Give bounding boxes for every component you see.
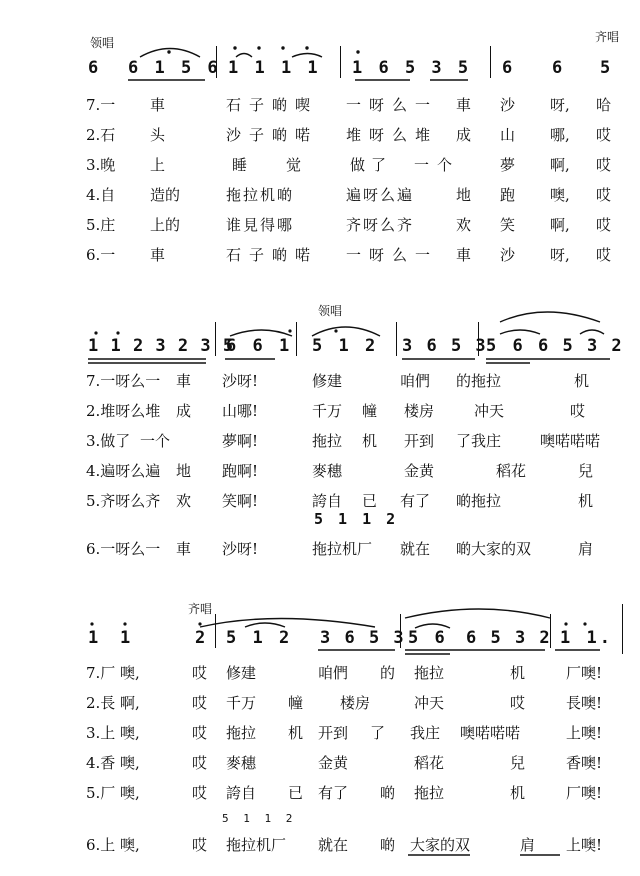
lyric-word: 拖拉机厂 [312, 540, 373, 558]
lyric-word: 兒 [510, 754, 526, 772]
lyric-word: 車 [176, 540, 192, 558]
note-group: 5 6 [486, 336, 526, 356]
lyric-word: 了 [370, 724, 386, 742]
lyric-word: 哎 [192, 754, 208, 772]
lyric-word: 車 [176, 372, 192, 390]
barline [216, 46, 217, 78]
lyric-word: 就在 [318, 836, 349, 854]
lyric-word: 哎 [510, 694, 526, 712]
lyric-word: 哎 [192, 784, 208, 802]
lyric-word: 就在 [400, 540, 431, 558]
note-group: 5 6 [408, 628, 448, 648]
lyric-word: 齐呀么齐 [346, 216, 415, 234]
lyric-word: 山哪! [222, 402, 259, 420]
lyric-word: 夢 [500, 156, 516, 174]
lyric-word: 千万 [312, 402, 343, 420]
lyric-word: 7.一 [86, 96, 116, 114]
lyric-word: 的拖拉 [456, 372, 502, 390]
note: 2 [195, 628, 209, 648]
lyric-word: 噢喏喏喏 [460, 724, 521, 742]
lyric-word: 机 [510, 784, 526, 802]
lyric-word: 咱們 [400, 372, 431, 390]
barline [215, 322, 216, 356]
lyric-word: 誇自 [312, 492, 343, 510]
lyric-word: 已 [288, 784, 304, 802]
lyric-word: 3.做了 [86, 432, 131, 450]
lyric-word: 啲拖拉 [456, 492, 502, 510]
lyric-word: 跑啊! [222, 462, 259, 480]
lyric-word: 一呀么一 [346, 96, 439, 114]
lyric-word: 欢 [456, 216, 472, 234]
lyric-word: 車 [456, 96, 472, 114]
lyric-word: 哎 [596, 216, 612, 234]
lyric-word: 7.一呀么一 [86, 372, 161, 390]
lyric-word: 哪, [550, 126, 570, 144]
lyric-word: 5.厂 [86, 784, 116, 802]
lyric-word: 修建 [312, 372, 343, 390]
lyric-word: 千万 [226, 694, 257, 712]
lyric-word: 开到 [404, 432, 435, 450]
lyric-word: 5.庄 [86, 216, 116, 234]
lyric-word: 跑 [500, 186, 516, 204]
lyric-word: 噢, [120, 724, 140, 742]
lyric-word: 一个 [140, 432, 171, 450]
lyric-word: 哎 [596, 186, 612, 204]
note-group: 6 1 5 6 [128, 58, 221, 78]
lyric-word: 誇自 [226, 784, 257, 802]
lyric-word: 噢, [120, 784, 140, 802]
lyric-word: 已 [362, 492, 378, 510]
lyric-word: 6.一呀么一 [86, 540, 161, 558]
lyric-word: 哈 [596, 96, 612, 114]
lyric-word: 5.齐呀么齐 [86, 492, 161, 510]
lyric-word: 哎 [192, 836, 208, 854]
lyric-word: 的 [380, 664, 396, 682]
lead-singer-mark: 领唱 [90, 36, 115, 50]
lyric-word: 兒 [578, 462, 594, 480]
note-group: 3 6 5 3 [402, 336, 488, 356]
lyric-word: 沙 [500, 96, 516, 114]
lyric-word: 噢, [120, 836, 140, 854]
lyric-word: 一个 [414, 156, 461, 174]
lyric-word: 噢, [120, 754, 140, 772]
lyric-word: 上噢! [566, 836, 603, 854]
lyric-word: 觉 [286, 156, 302, 174]
lyric-word: 3.晚 [86, 156, 116, 174]
lyric-word: 拖拉 [414, 784, 445, 802]
lyric-word: 哎 [192, 664, 208, 682]
barline [396, 322, 397, 356]
lyric-word: 沙呀! [222, 372, 259, 390]
chorus-mark: 齐唱 [188, 602, 213, 616]
lyric-word: 麥穗 [312, 462, 343, 480]
lyric-word: 沙呀! [222, 540, 259, 558]
lyric-word: 机 [510, 664, 526, 682]
lyric-word: 2.堆呀么堆 [86, 402, 161, 420]
lyric-word: 啊, [120, 694, 140, 712]
lyric-word: 車 [150, 246, 166, 264]
lyric-word: 哎 [192, 724, 208, 742]
lyric-word: 上的 [150, 216, 181, 234]
note: 1 [88, 628, 102, 648]
lyric-word: 石子啲喏 [226, 246, 319, 264]
lyric-word: 噢, [550, 186, 570, 204]
lyric-word: 石子啲喫 [226, 96, 319, 114]
lyric-word: 成 [176, 402, 192, 420]
lyric-word: 幢 [288, 694, 304, 712]
lyric-word: 稻花 [414, 754, 445, 772]
lyric-word: 哎 [192, 694, 208, 712]
note-group: 1 1. [560, 628, 613, 648]
note-group: 5 1 2 [226, 628, 293, 648]
note: 5 [600, 58, 614, 78]
barline [490, 46, 491, 78]
lyric-word: 成 [456, 126, 472, 144]
lyric-word: 上 [150, 156, 166, 174]
lyric-word: 幢 [362, 402, 378, 420]
lyric-word: 長噢! [566, 694, 603, 712]
lyric-word: 有了 [400, 492, 431, 510]
barline [215, 614, 216, 648]
chorus-mark: 齐唱 [595, 30, 620, 44]
lyric-word: 3.上 [86, 724, 116, 742]
lyric-word: 机 [574, 372, 590, 390]
variant-notes: 5 1 1 2 [314, 510, 399, 528]
variant-notes: 5 1 1 2 [222, 812, 297, 825]
lyric-word: 笑啊! [222, 492, 259, 510]
barline [400, 614, 401, 648]
lyric-word: 6.一 [86, 246, 116, 264]
lyric-word: 拖拉 [312, 432, 343, 450]
barline [340, 46, 341, 78]
lyric-word: 啲大家的双 [456, 540, 532, 558]
lyric-word: 遍呀么遍 [346, 186, 415, 204]
lyric-word: 开到 [318, 724, 349, 742]
lyric-word: 車 [150, 96, 166, 114]
lyric-word: 呀, [550, 246, 570, 264]
lyric-word: 車 [456, 246, 472, 264]
lyric-word: 堆呀么堆 [346, 126, 439, 144]
lyric-word: 啊, [550, 216, 570, 234]
note: 6 [88, 58, 102, 78]
lyric-word: 哎 [596, 246, 612, 264]
note-group: 6 5 3 2 [466, 628, 552, 648]
lyric-word: 麥穗 [226, 754, 257, 772]
lead-singer-mark: 领唱 [318, 304, 343, 318]
lyric-word: 香噢! [566, 754, 603, 772]
lyric-word: 6.上 [86, 836, 116, 854]
lyric-word: 山 [500, 126, 516, 144]
lyric-word: 4.遍呀么遍 [86, 462, 161, 480]
lyric-word: 了我庄 [456, 432, 502, 450]
lyric-word: 2.長 [86, 694, 116, 712]
lyric-word: 4.自 [86, 186, 116, 204]
lyric-word: 噢喏喏喏 [540, 432, 601, 450]
lyric-word: 机 [288, 724, 304, 742]
lyric-word: 4.香 [86, 754, 116, 772]
lyric-word: 欢 [176, 492, 192, 510]
lyric-word: 夢啊! [222, 432, 259, 450]
lyric-word: 拖拉 [226, 724, 257, 742]
lyric-word: 拖拉 [414, 664, 445, 682]
lyric-word: 2.石 [86, 126, 116, 144]
lyric-word: 哎 [596, 126, 612, 144]
note-group: 3 6 5 3 [320, 628, 406, 648]
lyric-word: 大家的双 [410, 836, 471, 854]
lyric-word: 肩 [578, 540, 594, 558]
lyric-word: 有了 [318, 784, 349, 802]
barline-end [622, 604, 623, 654]
lyric-word: 哎 [570, 402, 586, 420]
barline [478, 322, 479, 356]
lyric-word: 哎 [596, 156, 612, 174]
note-group: 6 5 3 2 [538, 336, 624, 356]
lyric-word: 我庄 [410, 724, 441, 742]
lyric-word: 地 [176, 462, 192, 480]
lyric-word: 机 [362, 432, 378, 450]
lyric-word: 造的 [150, 186, 181, 204]
note: 6 [502, 58, 516, 78]
lyric-word: 头 [150, 126, 166, 144]
lyric-word: 机 [578, 492, 594, 510]
lyric-word: 呀, [550, 96, 570, 114]
lyric-word: 厂噢! [566, 784, 603, 802]
lyric-word: 谁見得哪 [226, 216, 295, 234]
lyric-word: 睡 [232, 156, 248, 174]
lyric-word: 做了 [350, 156, 393, 174]
lyric-word: 拖拉机厂 [226, 836, 287, 854]
lyric-word: 笑 [500, 216, 516, 234]
note-group: 6 6 1 [226, 336, 293, 356]
note-group: 1 1 2 3 2 3 5 [88, 336, 235, 356]
lyric-word: 上噢! [566, 724, 603, 742]
barline [550, 614, 551, 648]
note: 1 [120, 628, 134, 648]
lyric-word: 肩 [520, 836, 536, 854]
lyric-word: 啲 [380, 836, 396, 854]
lyric-word: 楼房 [340, 694, 371, 712]
lyric-word: 一呀么一 [346, 246, 439, 264]
note-group: 1 6 5 3 5 [352, 58, 472, 78]
lyric-word: 沙子啲喏 [226, 126, 319, 144]
lyric-word: 啲 [380, 784, 396, 802]
note: 6 [552, 58, 566, 78]
lyric-word: 稻花 [496, 462, 527, 480]
lyric-word: 修建 [226, 664, 257, 682]
lyric-word: 啊, [550, 156, 570, 174]
lyric-word: 噢, [120, 664, 140, 682]
lyric-word: 拖拉机啲 [226, 186, 295, 204]
lyric-word: 冲天 [474, 402, 505, 420]
note-group: 5 1 2 [312, 336, 379, 356]
lyric-word: 咱們 [318, 664, 349, 682]
note-group: 1 1 1 1 [228, 58, 321, 78]
lyric-word: 楼房 [404, 402, 435, 420]
lyric-word: 冲天 [414, 694, 445, 712]
lyric-word: 沙 [500, 246, 516, 264]
lyric-word: 金黄 [404, 462, 435, 480]
lyric-word: 7.厂 [86, 664, 116, 682]
barline [296, 322, 297, 356]
lyric-word: 厂噢! [566, 664, 603, 682]
lyric-word: 金黄 [318, 754, 349, 772]
lyric-word: 地 [456, 186, 472, 204]
